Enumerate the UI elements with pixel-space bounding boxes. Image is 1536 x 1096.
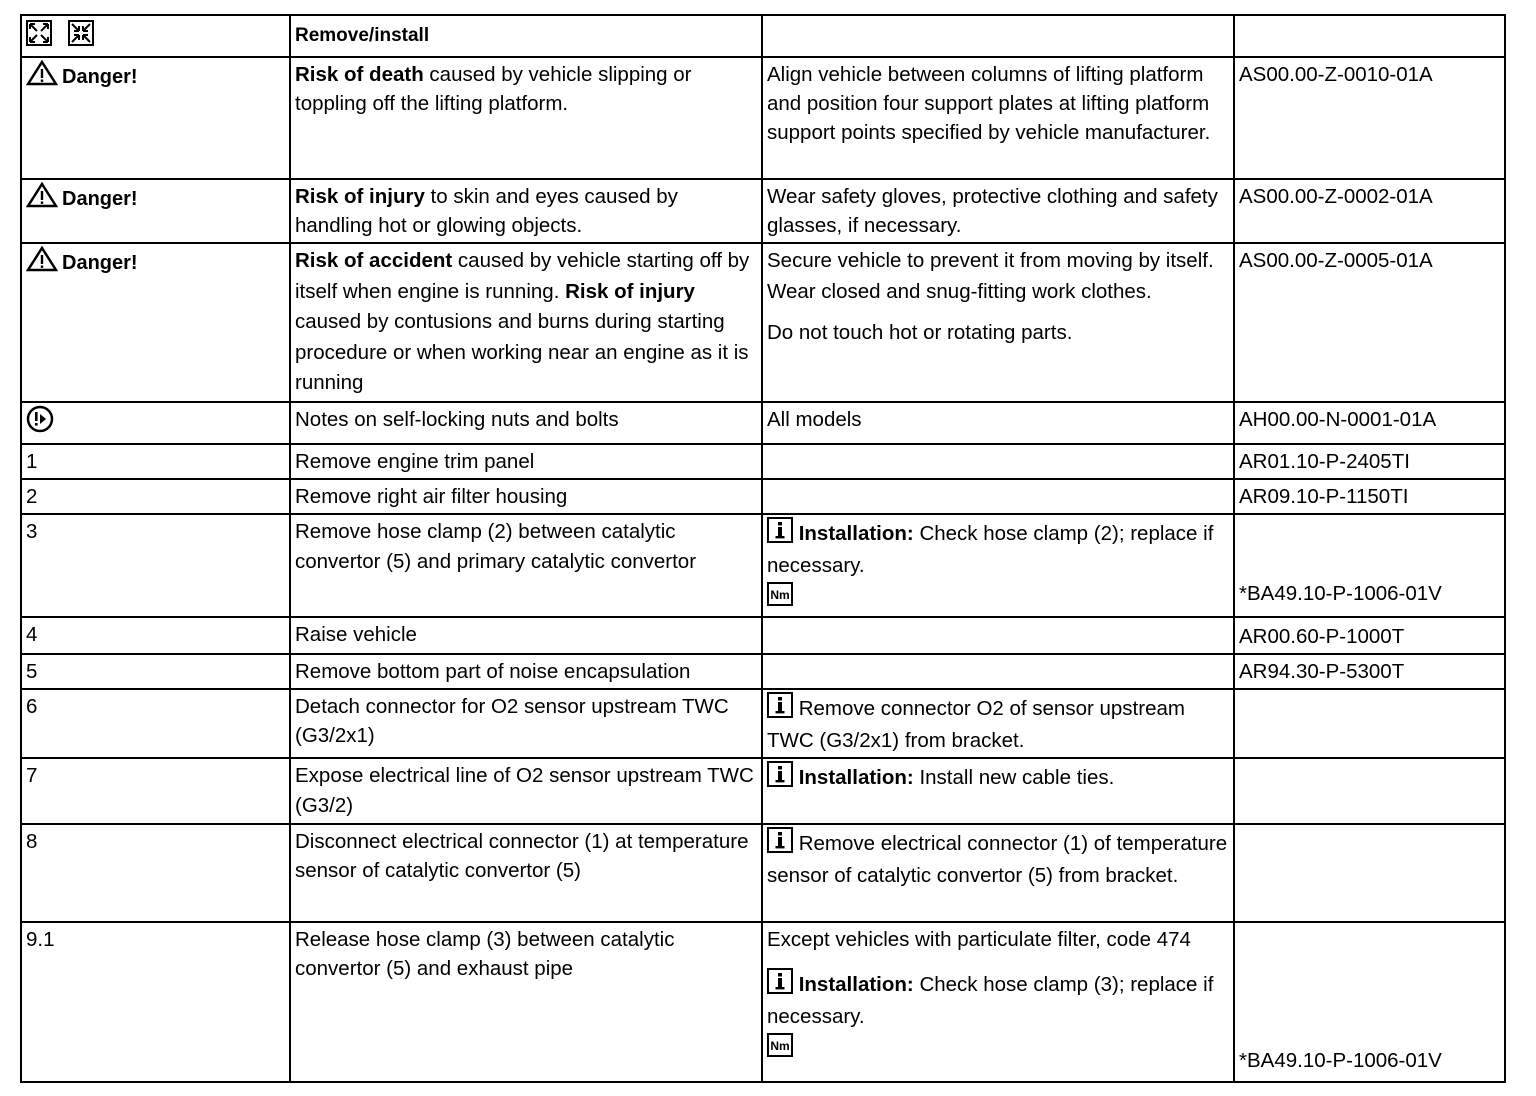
step-number: 1 — [21, 444, 290, 479]
notes-row — [21, 402, 1505, 444]
instruction-text: Do not touch hot or rotating parts. — [767, 321, 1073, 344]
reference-cell — [1234, 758, 1505, 824]
info-icon — [767, 827, 793, 861]
reference-cell — [1234, 824, 1505, 922]
step-info-cell — [762, 444, 1234, 479]
step-text: Release hose clamp (3) between catalytic convertor (5) and exhaust pipe — [290, 922, 762, 1082]
step-number: 3 — [21, 514, 290, 617]
risk-title: Risk of death — [295, 63, 424, 86]
installation-text: Install new cable ties. — [913, 766, 1115, 789]
reference-cell — [1234, 179, 1505, 243]
torque-icon[interactable] — [767, 1033, 793, 1065]
info-icon — [767, 517, 793, 551]
notes-info-cell — [762, 402, 1234, 444]
step-info-cell — [762, 922, 1234, 1082]
notes-text-cell — [290, 402, 762, 444]
reference-link[interactable]: AS00.00-Z-0005-01A — [1239, 249, 1433, 272]
step-row — [21, 514, 1505, 617]
header-col3-cell — [762, 15, 1234, 57]
step-row — [21, 824, 1505, 922]
instruction-cell — [762, 179, 1234, 243]
step-info-cell — [762, 617, 1234, 654]
risk-cell — [290, 179, 762, 243]
instruction-cell — [762, 57, 1234, 179]
reference-cell — [1234, 654, 1505, 689]
step-info-cell — [762, 824, 1234, 922]
step-number: 7 — [21, 758, 290, 824]
warning-triangle-icon — [26, 60, 58, 94]
instruction-cell — [762, 243, 1234, 402]
danger-label-cell — [21, 243, 290, 402]
risk-title: Risk of accident — [295, 249, 453, 272]
danger-row — [21, 57, 1505, 179]
step-row — [21, 617, 1505, 654]
installation-text: Check hose clamp (2); replace if necessary. — [767, 522, 1214, 577]
step-row — [21, 758, 1505, 824]
step-text: Expose electrical line of O2 sensor upstream TWC (G3/2) — [290, 758, 762, 824]
reference-link[interactable]: AR01.10-P-2405TI — [1239, 450, 1410, 473]
expand-arrows-icon[interactable] — [26, 20, 52, 54]
notes-text: Notes on self-locking nuts and bolts — [295, 408, 619, 431]
reference-cell — [1234, 514, 1505, 617]
step-text: Detach connector for O2 sensor upstream TWC (G3/2x1) — [290, 689, 762, 758]
step-text: Remove engine trim panel — [290, 444, 762, 479]
instruction-text: Wear closed and snug-fitting work clothes. — [767, 280, 1152, 303]
instruction-text: Align vehicle between columns of lifting platform and position four support plates at lifting platform support points specified by vehicle manufacturer. — [767, 63, 1211, 144]
step-text: Disconnect electrical connector (1) at temperature sensor of catalytic convertor (5) — [290, 824, 762, 922]
danger-label-cell — [21, 57, 290, 179]
step-text: Remove hose clamp (2) between catalytic convertor (5) and primary catalytic convertor — [290, 514, 762, 617]
reference-link[interactable]: *BA49.10-P-1006-01V — [1239, 582, 1442, 605]
step-text: Remove bottom part of noise encapsulation — [290, 654, 762, 689]
torque-icon-label: Nm — [770, 588, 790, 602]
warning-triangle-icon — [26, 246, 58, 280]
note-circle-icon — [26, 405, 54, 441]
notes-icon-cell — [21, 402, 290, 444]
reference-link[interactable]: AS00.00-Z-0010-01A — [1239, 63, 1433, 86]
step-number: 4 — [21, 617, 290, 654]
step-row — [21, 444, 1505, 479]
installation-label: Installation: — [798, 522, 914, 545]
danger-label-cell — [21, 179, 290, 243]
reference-link[interactable]: AR00.60-P-1000T — [1239, 625, 1405, 648]
step-info-cell — [762, 758, 1234, 824]
danger-row — [21, 243, 1505, 402]
step-info-cell — [762, 514, 1234, 617]
step-row — [21, 689, 1505, 758]
collapse-arrows-icon[interactable] — [68, 20, 94, 54]
risk-description: caused by vehicle slipping or toppling off the lifting platform. — [295, 63, 692, 115]
header-col4-cell — [1234, 15, 1505, 57]
instruction-text: Wear safety gloves, protective clothing and safety glasses, if necessary. — [767, 185, 1218, 237]
procedure-table — [20, 14, 1506, 1083]
reference-cell — [1234, 57, 1505, 179]
installation-text: Check hose clamp (3); replace if necessary. — [767, 973, 1214, 1028]
risk-cell — [290, 243, 762, 402]
step-row — [21, 654, 1505, 689]
danger-label: Danger! — [62, 252, 138, 274]
step-number: 6 — [21, 689, 290, 758]
reference-cell — [1234, 243, 1505, 402]
step-info-cell — [762, 654, 1234, 689]
step-number: 5 — [21, 654, 290, 689]
reference-cell — [1234, 922, 1505, 1082]
reference-link[interactable]: AR94.30-P-5300T — [1239, 660, 1405, 683]
step-row — [21, 479, 1505, 514]
risk-cell — [290, 57, 762, 179]
risk-title: Risk of injury — [295, 185, 425, 208]
reference-cell — [1234, 479, 1505, 514]
info-text: Remove connector O2 of sensor upstream TWC (G3/2x1) from bracket. — [767, 697, 1185, 752]
step-info-cell — [762, 689, 1234, 758]
installation-label: Installation: — [798, 973, 914, 996]
step-row — [21, 922, 1505, 1082]
risk-description: caused by vehicle starting off by itself when engine is running. — [295, 249, 750, 303]
step-number: 2 — [21, 479, 290, 514]
reference-cell — [1234, 617, 1505, 654]
step-text: Remove right air filter housing — [290, 479, 762, 514]
header-title: Remove/install — [295, 25, 430, 46]
reference-link[interactable]: AH00.00-N-0001-01A — [1239, 408, 1437, 431]
table-header-row — [21, 15, 1505, 57]
info-icon — [767, 692, 793, 726]
info-text: Remove electrical connector (1) of temperature sensor of catalytic convertor (5) from bracket. — [767, 832, 1228, 887]
risk-description: to skin and eyes caused by handling hot or glowing objects. — [295, 185, 678, 237]
instruction-text: Secure vehicle to prevent it from moving by itself. — [767, 249, 1214, 272]
step-info-cell — [762, 479, 1234, 514]
reference-cell — [1234, 689, 1505, 758]
reference-link[interactable]: AR09.10-P-1150TI — [1239, 485, 1409, 508]
reference-cell — [1234, 402, 1505, 444]
notes-info: All models — [767, 408, 862, 431]
step-text: Raise vehicle — [290, 617, 762, 654]
info-icon — [767, 761, 793, 795]
danger-row — [21, 179, 1505, 243]
step-number: 9.1 — [21, 922, 290, 1082]
danger-label: Danger! — [62, 188, 138, 210]
condition-text: Except vehicles with particulate filter, code 474 — [767, 928, 1191, 951]
danger-label: Danger! — [62, 66, 138, 88]
reference-link[interactable]: *BA49.10-P-1006-01V — [1239, 1049, 1442, 1072]
risk-title-2: Risk of injury — [565, 279, 695, 303]
step-number: 8 — [21, 824, 290, 922]
header-icons-cell — [21, 15, 290, 57]
warning-triangle-icon — [26, 182, 58, 216]
header-title-cell — [290, 15, 762, 57]
installation-label: Installation: — [798, 766, 914, 789]
info-icon — [767, 968, 793, 1002]
torque-icon[interactable] — [767, 582, 793, 614]
reference-cell — [1234, 444, 1505, 479]
torque-icon-label: Nm — [770, 1039, 790, 1053]
reference-link[interactable]: AS00.00-Z-0002-01A — [1239, 185, 1433, 208]
risk-description-2: caused by contusions and burns during starting procedure or when working near an engine as it is running — [295, 310, 749, 394]
